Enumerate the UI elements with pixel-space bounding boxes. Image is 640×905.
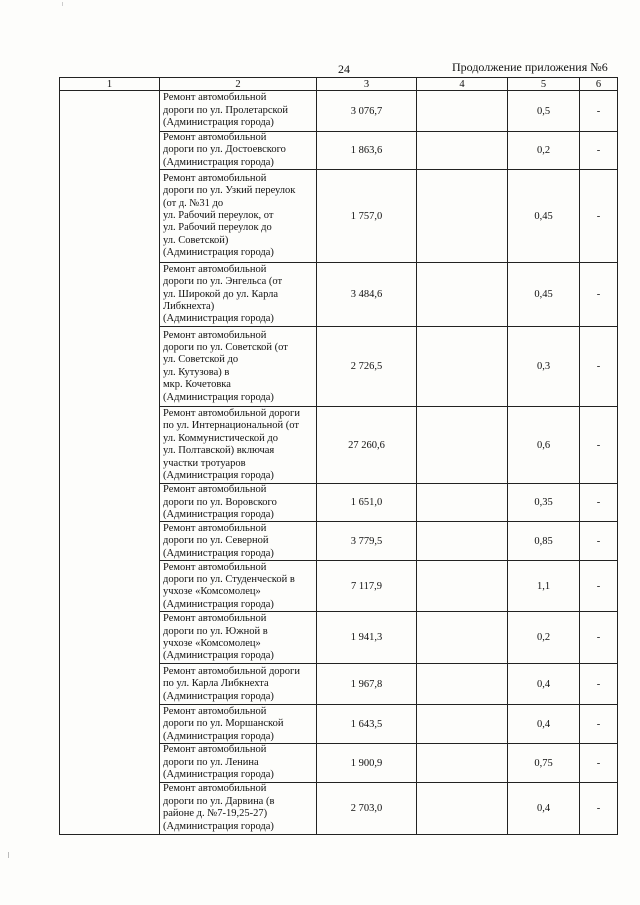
- amount-value: 27 260,6: [317, 407, 417, 484]
- work-description: [160, 782, 317, 834]
- description-line: учхозе «Комсомолец»: [163, 637, 261, 649]
- column-6-value: -: [580, 170, 618, 263]
- column-5-value: 0,45: [508, 263, 580, 327]
- column-4-value: [417, 327, 508, 407]
- description-line: дороги по ул. Узкий переулок: [163, 185, 296, 197]
- column-4-value: [417, 664, 508, 705]
- column-5-value: 0,75: [508, 744, 580, 782]
- description-line: Ремонт автомобильной дороги: [163, 408, 300, 419]
- column-header-6: 6: [580, 78, 618, 91]
- description-line: (Администрация города): [163, 117, 274, 129]
- column-6-value: -: [580, 327, 618, 407]
- amount-value: 2 726,5: [317, 327, 417, 407]
- description-line: дороги по ул. Пролетарской: [163, 104, 288, 116]
- column-number-row: [60, 78, 618, 91]
- amount-value: 1 643,5: [317, 705, 417, 744]
- column-6-value: -: [580, 612, 618, 664]
- description-line: ул. Рабочий переулок до: [163, 222, 272, 234]
- continuation-note: Продолжение приложения №6: [452, 60, 608, 74]
- column-4-value: [417, 132, 508, 170]
- column-header-3: 3: [317, 78, 417, 91]
- column-6-value: -: [580, 561, 618, 612]
- description-line: дороги по ул. Советской (от: [163, 341, 288, 353]
- column-1-cell: [60, 91, 160, 835]
- amount-value: 1 863,6: [317, 132, 417, 170]
- scan-speck: [8, 852, 9, 858]
- description-line: ул. Широкой до ул. Карла: [163, 288, 279, 300]
- description-line: Ремонт автомобильной: [163, 132, 267, 143]
- description-line: по ул. Интернациональной (от: [163, 420, 299, 432]
- column-5-value: 0,4: [508, 705, 580, 744]
- table-row: [60, 91, 618, 132]
- column-4-value: [417, 705, 508, 744]
- description-line: (Администрация города): [163, 547, 274, 559]
- amount-value: 3 484,6: [317, 263, 417, 327]
- column-5-value: 0,4: [508, 782, 580, 834]
- description-line: (Администрация города): [163, 690, 274, 702]
- column-header-4: 4: [417, 78, 508, 91]
- description-line: (Администрация города): [163, 820, 274, 832]
- description-line: Ремонт автомобильной: [163, 783, 267, 795]
- description-line: Ремонт автомобильной: [163, 172, 267, 184]
- column-6-value: -: [580, 522, 618, 561]
- column-header-2: 2: [160, 78, 317, 91]
- column-header-5: 5: [508, 78, 580, 91]
- column-6-value: -: [580, 782, 618, 834]
- column-4-value: [417, 782, 508, 834]
- page-number: 24: [338, 62, 350, 76]
- description-line: дороги по ул. Воровского: [163, 496, 277, 508]
- description-line: Ремонт автомобильной: [163, 92, 267, 104]
- description-line: по ул. Карла Либкнехта: [163, 678, 269, 690]
- work-description: [160, 132, 317, 170]
- amount-value: 7 117,9: [317, 561, 417, 612]
- description-line: (Администрация города): [163, 509, 274, 521]
- column-4-value: [417, 407, 508, 484]
- column-5-value: 0,45: [508, 170, 580, 263]
- work-description: [160, 705, 317, 744]
- column-6-value: -: [580, 91, 618, 132]
- description-line: (от д. №31 до: [163, 197, 224, 209]
- amount-value: 1 967,8: [317, 664, 417, 705]
- description-line: Либкнехта): [163, 300, 215, 312]
- description-line: (Администрация города): [163, 247, 274, 259]
- amount-value: 1 941,3: [317, 612, 417, 664]
- column-4-value: [417, 561, 508, 612]
- column-5-value: 0,2: [508, 612, 580, 664]
- work-description: [160, 561, 317, 612]
- description-line: дороги по ул. Дарвина (в: [163, 795, 275, 807]
- work-description: [160, 263, 317, 327]
- description-line: участки тротуаров: [163, 457, 246, 469]
- column-4-value: [417, 170, 508, 263]
- description-line: (Администрация города): [163, 730, 274, 742]
- description-line: дороги по ул. Моршанской: [163, 718, 284, 730]
- description-line: (Администрация города): [163, 391, 274, 403]
- column-6-value: -: [580, 263, 618, 327]
- column-5-value: 0,3: [508, 327, 580, 407]
- work-description: [160, 327, 317, 407]
- description-line: Ремонт автомобильной: [163, 744, 267, 756]
- column-6-value: -: [580, 705, 618, 744]
- column-6-value: -: [580, 407, 618, 484]
- column-6-value: -: [580, 744, 618, 782]
- description-line: дороги по ул. Южной в: [163, 625, 268, 637]
- description-line: Ремонт автомобильной: [163, 561, 267, 573]
- column-4-value: [417, 744, 508, 782]
- amount-value: 3 779,5: [317, 522, 417, 561]
- column-4-value: [417, 612, 508, 664]
- amount-value: 1 757,0: [317, 170, 417, 263]
- column-5-value: 0,4: [508, 664, 580, 705]
- work-description: [160, 170, 317, 263]
- column-4-value: [417, 522, 508, 561]
- appendix-table: [59, 77, 618, 835]
- description-line: ул. Полтавской) включая: [163, 445, 275, 457]
- work-description: [160, 484, 317, 522]
- column-5-value: 0,35: [508, 484, 580, 522]
- description-line: Ремонт автомобильной дороги: [163, 665, 300, 677]
- description-line: ул. Кутузова) в: [163, 366, 230, 378]
- description-line: Ремонт автомобильной: [163, 329, 267, 341]
- column-4-value: [417, 263, 508, 327]
- scan-speck: [62, 2, 63, 6]
- amount-value: 1 651,0: [317, 484, 417, 522]
- work-description: [160, 407, 317, 484]
- description-line: (Администрация города): [163, 598, 274, 610]
- work-description: [160, 91, 317, 132]
- description-line: Ремонт автомобильной: [163, 522, 267, 534]
- column-6-value: -: [580, 664, 618, 705]
- description-line: ул. Коммунистической до: [163, 432, 278, 444]
- description-line: дороги по ул. Достоевского: [163, 144, 286, 156]
- description-line: районе д. №7-19,25-27): [163, 808, 268, 820]
- description-line: дороги по ул. Студенческой в: [163, 574, 295, 586]
- work-description: [160, 664, 317, 705]
- description-line: ул. Советской): [163, 234, 229, 246]
- column-5-value: 0,6: [508, 407, 580, 484]
- description-line: (Администрация города): [163, 769, 274, 781]
- description-line: мкр. Кочетовка: [163, 379, 231, 391]
- work-description: [160, 744, 317, 782]
- column-5-value: 0,2: [508, 132, 580, 170]
- description-line: дороги по ул. Энгельса (от: [163, 276, 283, 288]
- amount-value: 3 076,7: [317, 91, 417, 132]
- amount-value: 1 900,9: [317, 744, 417, 782]
- description-line: Ремонт автомобильной: [163, 484, 267, 496]
- description-line: Ремонт автомобильной: [163, 263, 267, 275]
- description-line: (Администрация города): [163, 156, 274, 168]
- column-5-value: 0,85: [508, 522, 580, 561]
- column-6-value: -: [580, 132, 618, 170]
- description-line: Ремонт автомобильной: [163, 613, 267, 625]
- description-line: (Администрация города): [163, 313, 274, 325]
- column-5-value: 1,1: [508, 561, 580, 612]
- description-line: учхозе «Комсомолец»: [163, 586, 261, 598]
- description-line: (Администрация города): [163, 650, 274, 662]
- description-line: (Администрация города): [163, 470, 274, 482]
- description-line: дороги по ул. Северной: [163, 535, 269, 547]
- description-line: дороги по ул. Ленина: [163, 756, 259, 768]
- table-body: [60, 91, 618, 835]
- column-6-value: -: [580, 484, 618, 522]
- column-4-value: [417, 484, 508, 522]
- amount-value: 2 703,0: [317, 782, 417, 834]
- description-line: Ремонт автомобильной: [163, 705, 267, 717]
- work-description: [160, 612, 317, 664]
- column-header-1: 1: [60, 78, 160, 91]
- column-5-value: 0,5: [508, 91, 580, 132]
- description-line: ул. Советской до: [163, 354, 239, 366]
- description-line: ул. Рабочий переулок, от: [163, 210, 274, 222]
- work-description: [160, 522, 317, 561]
- column-4-value: [417, 91, 508, 132]
